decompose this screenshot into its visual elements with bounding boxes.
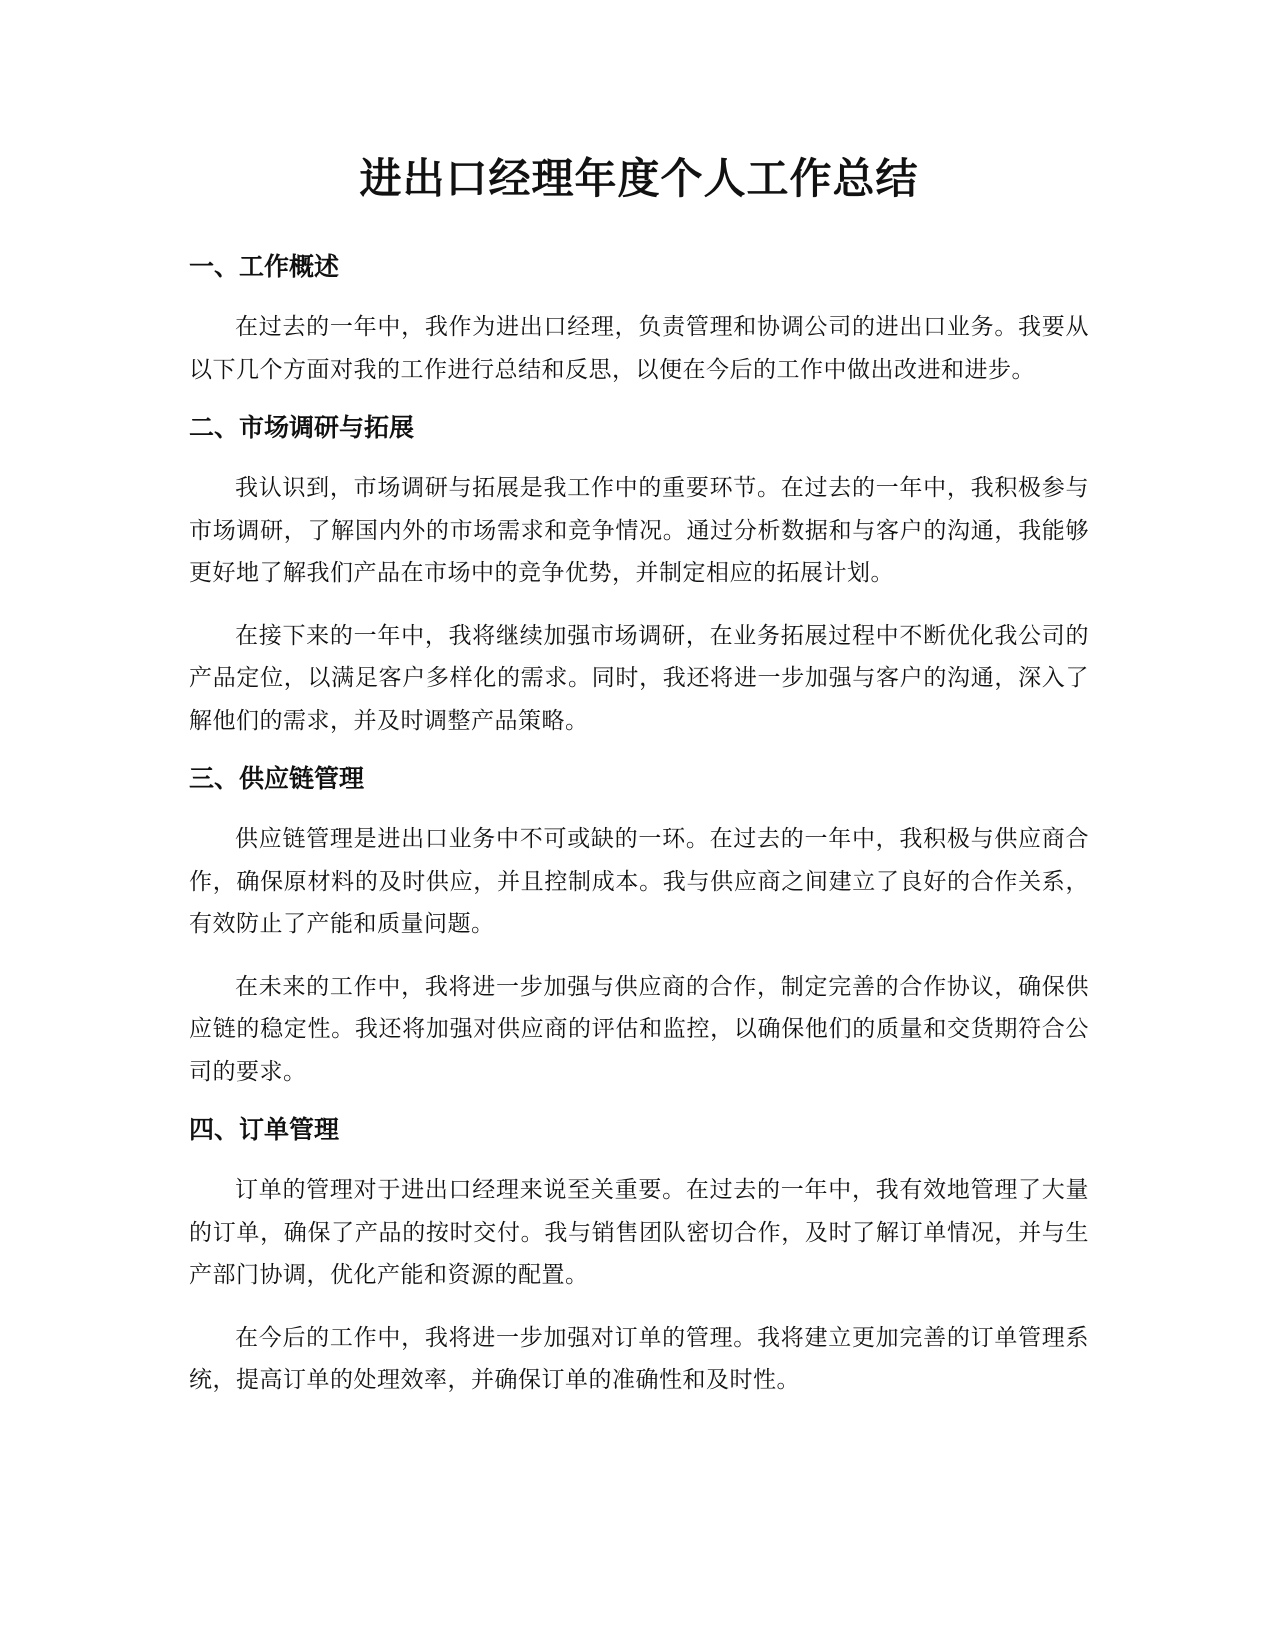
section-heading: 四、订单管理: [189, 1115, 340, 1144]
section-heading: 三、供应链管理: [189, 764, 365, 793]
paragraph: 供应链管理是进出口业务中不可或缺的一环。在过去的一年中，我积极与供应商合作，确保原材料的及时供应，并且控制成本。我与供应商之间建立了良好的合作关系，有效防止了产能和质量问题。: [189, 826, 1089, 937]
section-order-management: [189, 1113, 1089, 1402]
section-heading: 一、工作概述: [189, 252, 340, 281]
paragraph: 在过去的一年中，我作为进出口经理，负责管理和协调公司的进出口业务。我要从以下几个方面对我的工作进行总结和反思，以便在今后的工作中做出改进和进步。: [189, 314, 1089, 383]
section-heading: 二、市场调研与拓展: [189, 413, 415, 442]
paragraph: 在未来的工作中，我将进一步加强与供应商的合作，制定完善的合作协议，确保供应链的稳定性。我还将加强对供应商的评估和监控，以确保他们的质量和交货期符合公司的要求。: [189, 973, 1089, 1085]
paragraph: 在今后的工作中，我将进一步加强对订单的管理。我将建立更加完善的订单管理系统，提高订单的处理效率，并确保订单的准确性和及时性。: [189, 1324, 1089, 1393]
document-body: [189, 148, 1089, 1422]
section-supply-chain: [189, 762, 1089, 1093]
paragraph: 我认识到，市场调研与拓展是我工作中的重要环节。在过去的一年中，我积极参与市场调研，了解国内外的市场需求和竞争情况。通过分析数据和与客户的沟通，我能够更好地了解我们产品在市场中的竞争优势，并制定相应的拓展计划。: [189, 475, 1089, 586]
section-overview: [189, 250, 1089, 391]
document-title: 进出口经理年度个人工作总结: [359, 154, 919, 203]
paragraph: 订单的管理对于进出口经理来说至关重要。在过去的一年中，我有效地管理了大量的订单，确保了产品的按时交付。我与销售团队密切合作，及时了解订单情况，并与生产部门协调，优化产能和资源的配置。: [189, 1177, 1089, 1288]
paragraph: 在接下来的一年中，我将继续加强市场调研，在业务拓展过程中不断优化我公司的产品定位，以满足客户多样化的需求。同时，我还将进一步加强与客户的沟通，深入了解他们的需求，并及时调整产品策略。: [189, 622, 1089, 734]
section-market-research: [189, 411, 1089, 742]
